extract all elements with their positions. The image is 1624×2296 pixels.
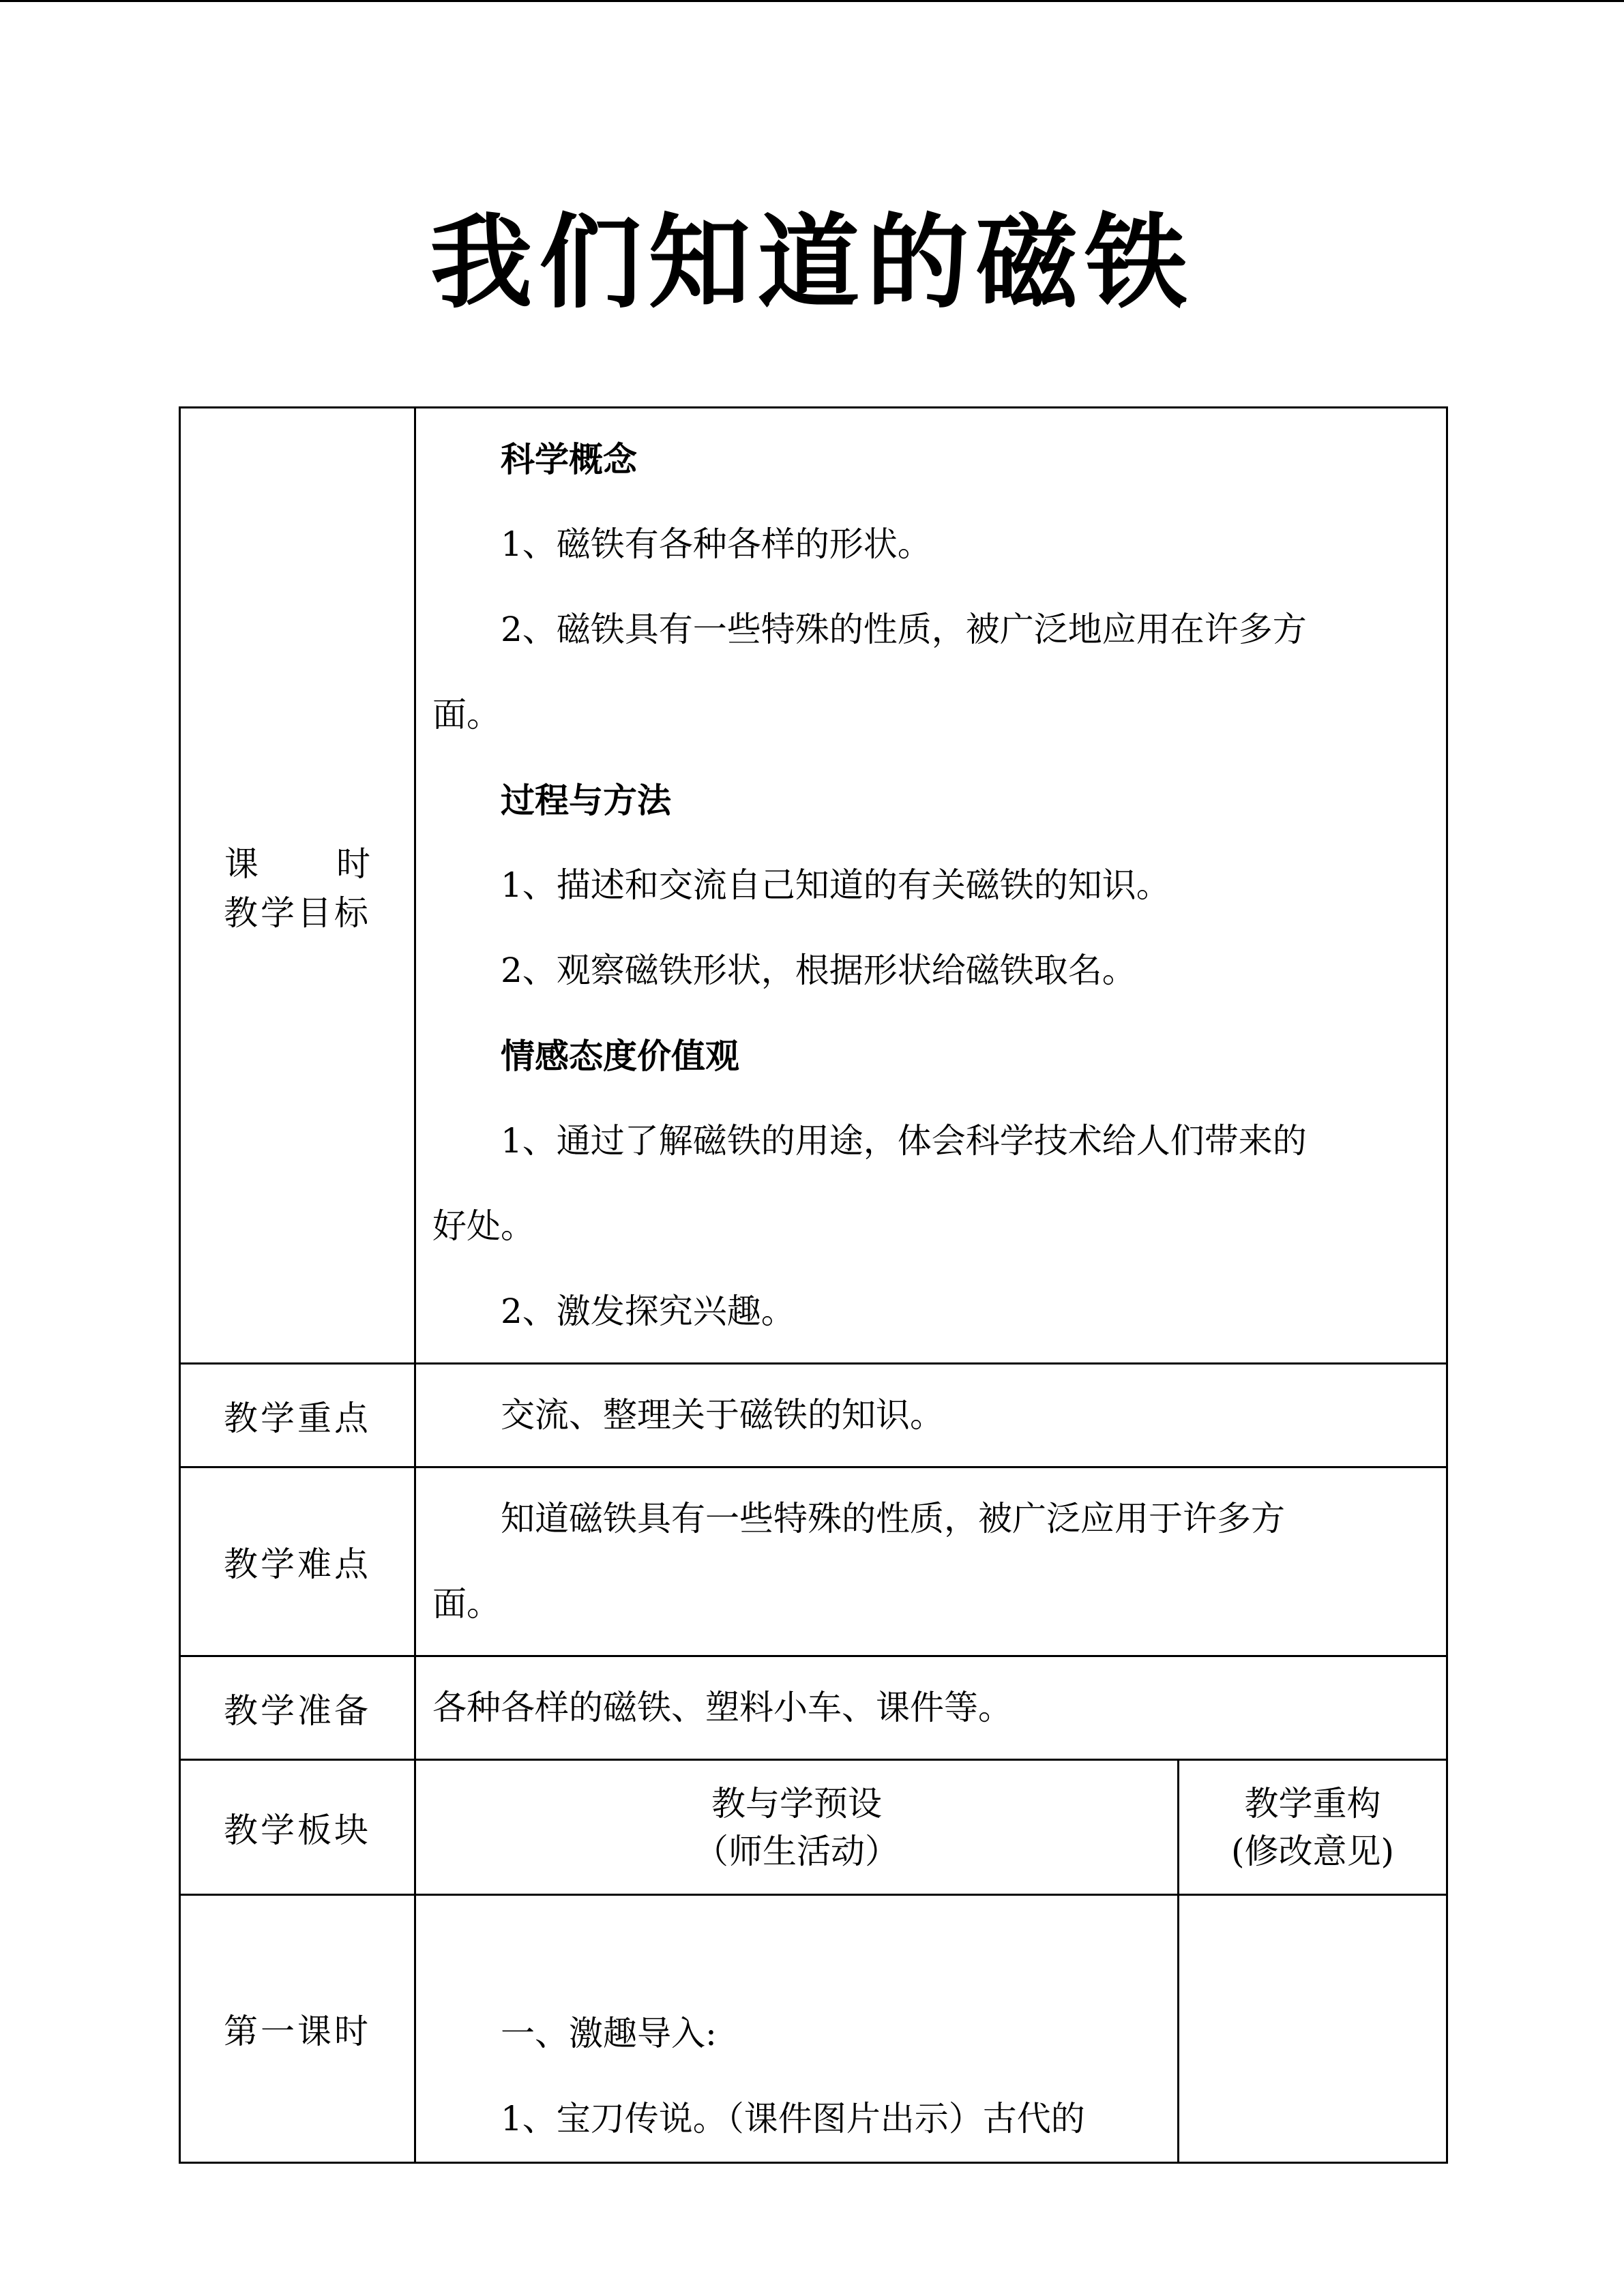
difficulty-label: 教学难点	[180, 1467, 415, 1656]
module-label: 教学板块	[180, 1760, 415, 1895]
objectives-label-line2: 教学目标	[224, 893, 371, 933]
objectives-row	[180, 408, 1447, 1364]
rebuild-header-line1: 教学重构	[1244, 1783, 1381, 1823]
lesson1-line1: 1、宝刀传说。（课件图片出示）古代的	[501, 2099, 1085, 2138]
preset-header-line1: 教与学预设	[711, 1783, 882, 1823]
lesson-plan-table	[179, 406, 1448, 2164]
lesson1-rebuild-cell	[1179, 1895, 1447, 2163]
emotion-item-1: 1、通过了解磁铁的用途，体会科学技术给人们带来的	[501, 1121, 1307, 1161]
column-header-row	[180, 1760, 1447, 1895]
concept-item-2: 2、磁铁具有一些特殊的性质，被广泛地应用在许多方	[501, 610, 1307, 649]
method-item-1: 1、描述和交流自己知道的有关磁铁的知识。	[501, 865, 1170, 905]
rebuild-header-line2: (修改意见)	[1230, 1831, 1394, 1871]
preparation-label: 教学准备	[180, 1656, 415, 1760]
emotion-item-2: 2、激发探究兴趣。	[501, 1292, 795, 1331]
lesson1-content	[415, 1895, 1179, 2163]
emotion-item-1-continued: 好处。	[432, 1206, 535, 1246]
concept-item-2-continued: 面。	[432, 695, 501, 734]
document-title: 我们知道的磁铁	[430, 203, 1194, 323]
preset-header-line2: （师生活动）	[694, 1831, 899, 1871]
key-point-content	[415, 1364, 1447, 1467]
lesson1-label: 第一课时	[180, 1895, 415, 2163]
difficulty-row	[180, 1467, 1447, 1656]
difficulty-content	[415, 1467, 1447, 1656]
difficulty-text-continued: 面。	[432, 1584, 501, 1624]
top-border-line	[0, 0, 1624, 2]
key-point-row	[180, 1364, 1447, 1467]
preset-header	[415, 1760, 1179, 1895]
objectives-content	[415, 408, 1447, 1364]
method-item-2: 2、观察磁铁形状，根据形状给磁铁取名。	[501, 951, 1136, 990]
objectives-label	[180, 408, 415, 1364]
preparation-row	[180, 1656, 1447, 1760]
lesson1-heading: 一、激趣导入:	[501, 2014, 717, 2053]
lesson1-row	[180, 1895, 1447, 2163]
objectives-label-line1: 课 时	[224, 844, 373, 884]
heading-science-concept: 科学概念	[501, 439, 637, 479]
rebuild-header	[1179, 1760, 1447, 1895]
heading-emotion-values: 情感态度价值观	[501, 1036, 739, 1076]
preparation-text: 各种各样的磁铁、塑料小车、课件等。	[432, 1688, 1012, 1727]
key-point-label: 教学重点	[180, 1364, 415, 1467]
difficulty-text: 知道磁铁具有一些特殊的性质，被广泛应用于许多方	[501, 1499, 1285, 1538]
key-point-text: 交流、整理关于磁铁的知识。	[501, 1395, 944, 1435]
concept-item-1: 1、磁铁有各种各样的形状。	[501, 524, 932, 564]
heading-process-method: 过程与方法	[501, 780, 671, 820]
preparation-content	[415, 1656, 1447, 1760]
